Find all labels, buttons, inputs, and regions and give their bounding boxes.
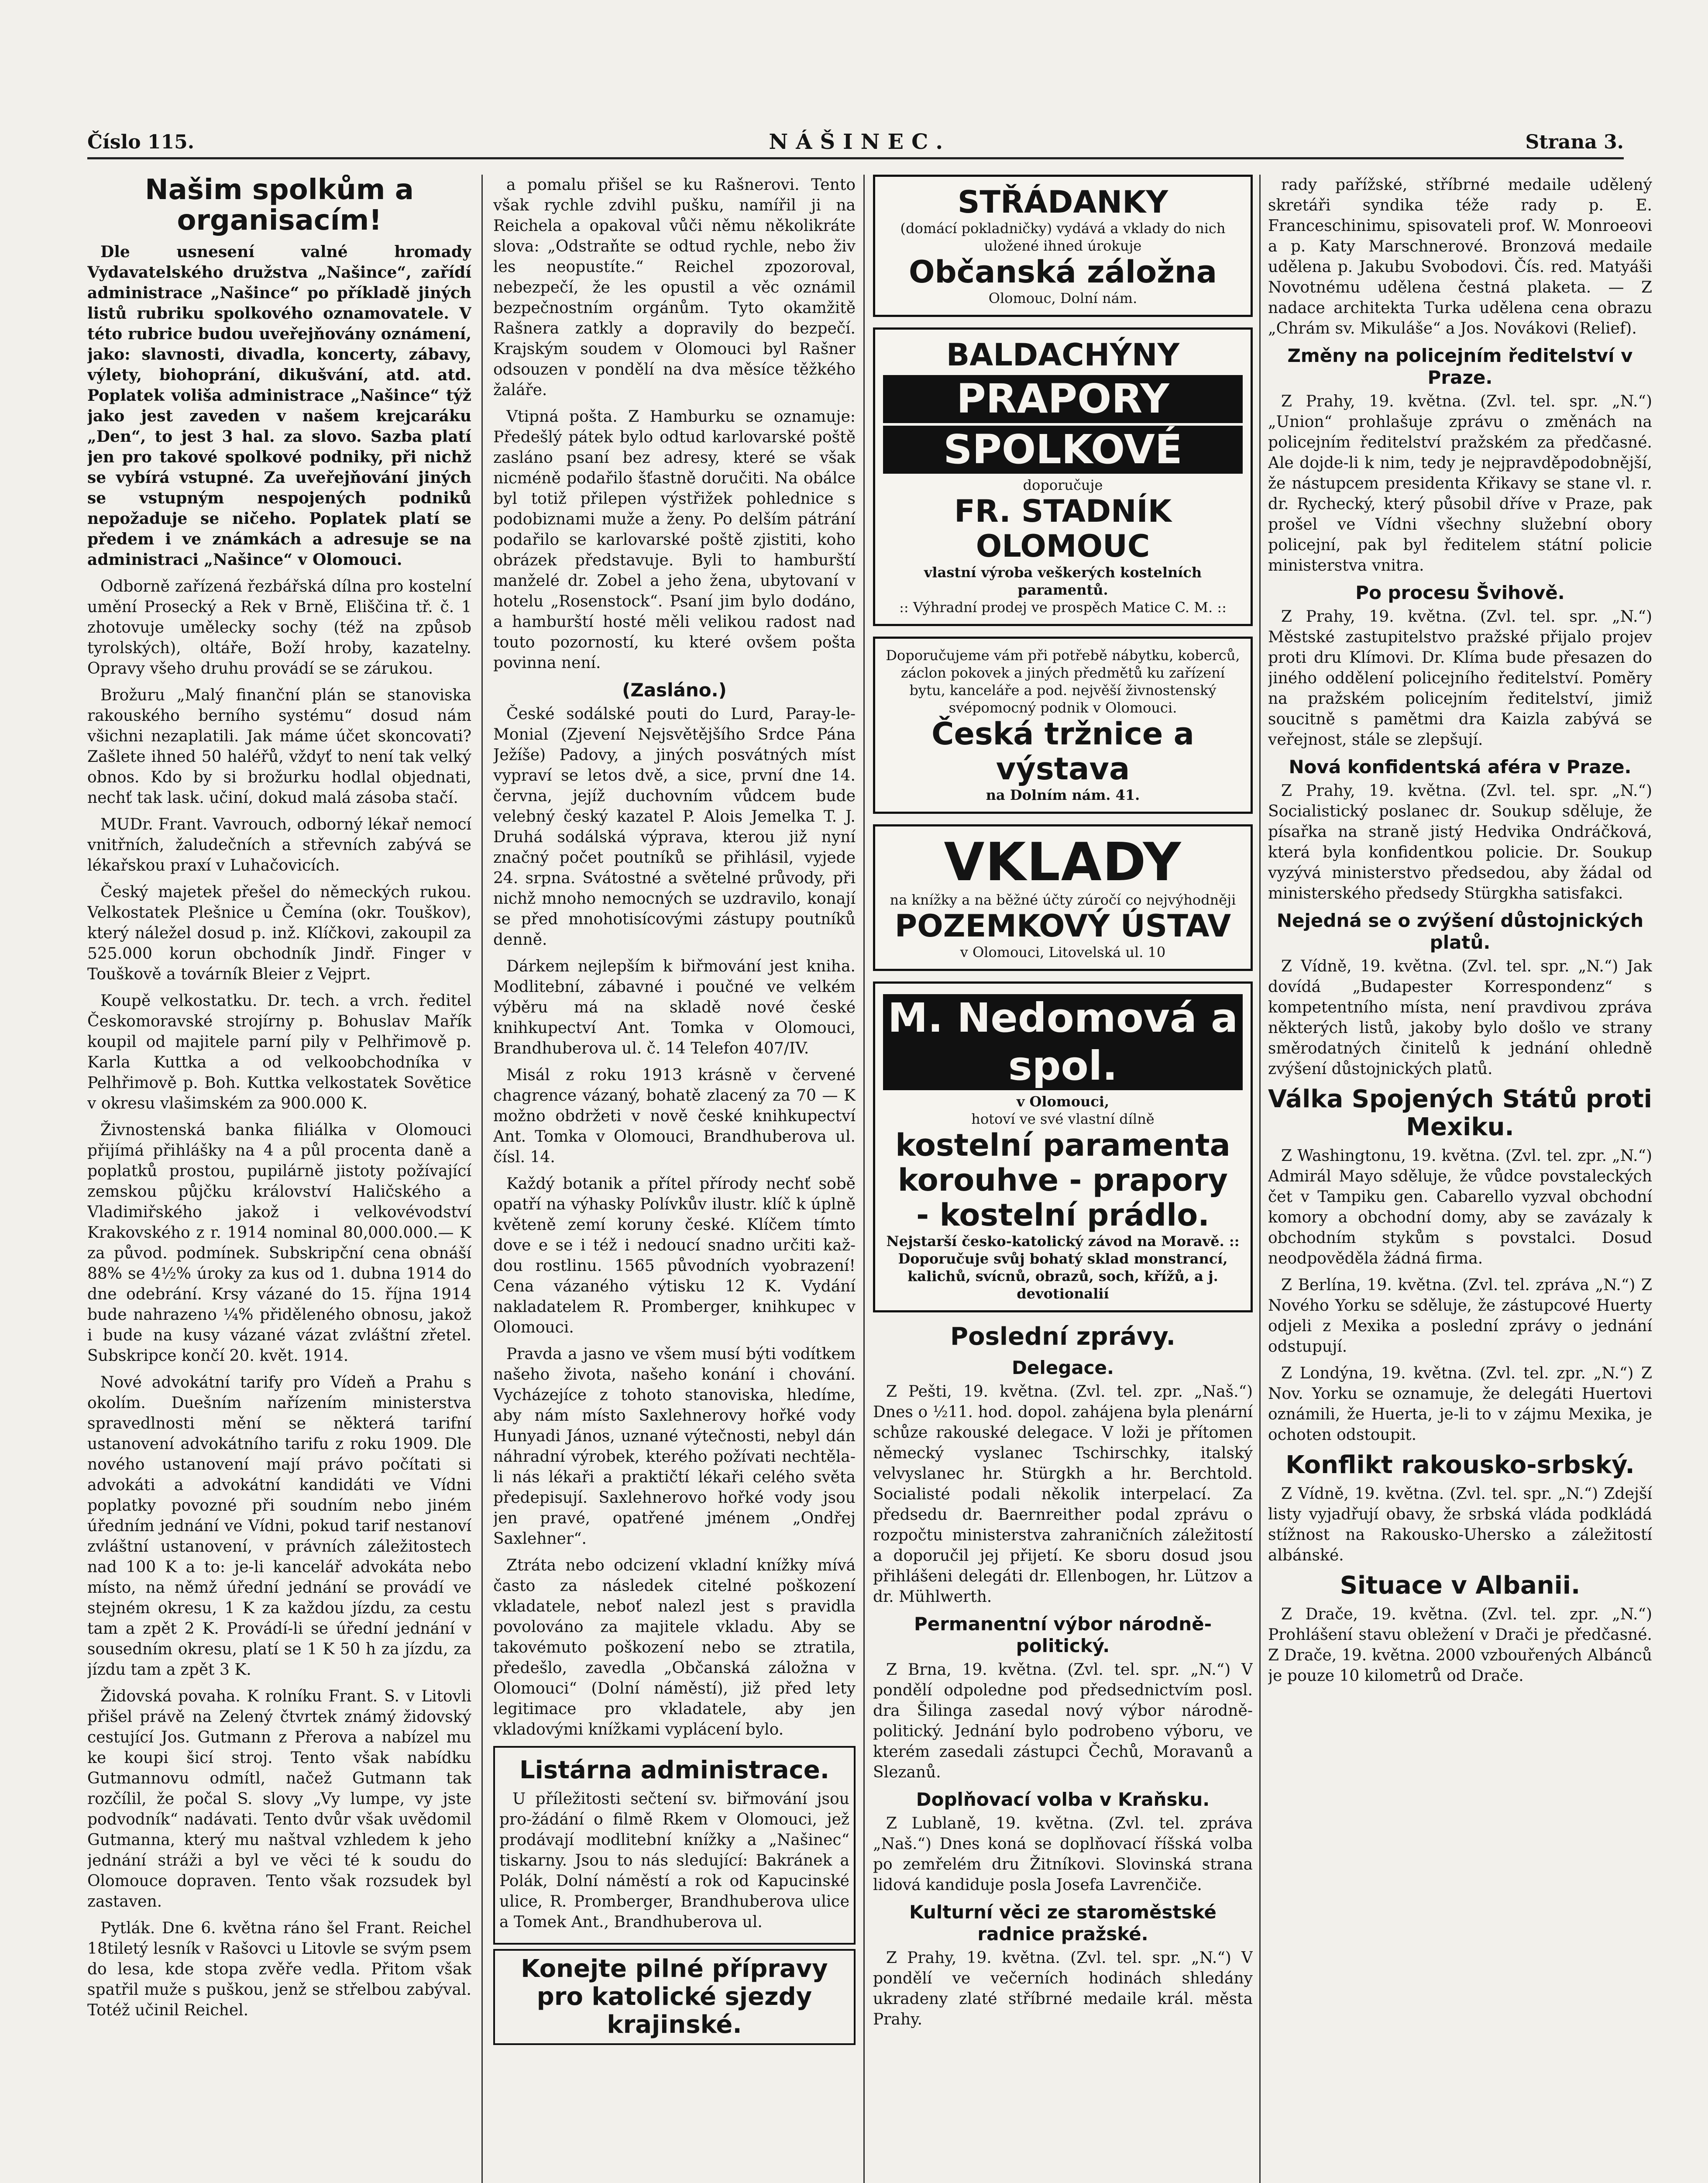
news-subheading: Změny na policejním ředitelství v Praze. — [1287, 345, 1633, 388]
ad-company: POZEMKOVÝ ÚSTAV — [894, 908, 1231, 944]
headline: Našim spolkům a organisacím! — [145, 175, 414, 237]
listarna-heading: Listárna administrace. — [519, 1756, 829, 1784]
article: Z Prahy, 19. května. (Zvl. tel. spr. „N.“) Městské zastupitelstvo pražské přijalo projev proti dru Klímovi. Dr. Klíma bude přesazen do jiného oddělení policejního ředitelství. Pomĕry na pražském policejním ředitelství, jimiž soucitně s pamětmi dra Kaizla zabývá se veřejnost, stále se zlepšují. — [1268, 608, 1652, 749]
ad-line: kostelní paramenta — [895, 1127, 1230, 1163]
issue-number: Číslo 115. — [87, 131, 195, 153]
ad-location: Olomouc, Dolní nám. — [988, 290, 1138, 306]
news-subheading: Doplňovací volba v Kraňsku. — [916, 1789, 1210, 1810]
news-subheading: Nejedná se o zvýšení důstojnických platů. — [1276, 910, 1644, 953]
ad-line: - kostelní prádlo. — [916, 1197, 1210, 1233]
ad-recommends: doporučuje — [1023, 477, 1103, 493]
article: Z Brna, 19. května. (Zvl. tel. spr. „N.“) V pondělí odpoledne pod předsednictvím posl. dra Šilinga zasedal nový výbor národně-politický. Jednání bylo podrobeno výboru, ve kterém zasedali zástupci Čechů, Moravanů a Slezanů. — [873, 1661, 1253, 1781]
article: Z Londýna, 19. května. (Zvl. tel. zpr. „N.“) Z Nov. Yorku se oznamuje, že delegáti Huertovi oznámili, že Huerta, je-li to v zájmu Mexika, je ochoten odstoupit. — [1268, 1364, 1652, 1444]
listarna-box — [493, 1746, 856, 1945]
article: Z Lublaně, 19. května. (Zvl. tel. zpráva „Naš.“) Dnes koná se doplňovací říšská volba po zemřelém dru Žitníkovi. Slovinská strana lidová kandiduje posla Josefa Lavrenčiče. — [873, 1815, 1253, 1894]
news-heading: Poslední zprávy. — [950, 1322, 1175, 1351]
article: Z Washingtonu, 19. května. (Zvl. tel. zpr. „N.“) Admirál Mayo sděluje, že vůdce povstaleckých čet v Tampiku gen. Cabarello vyzval obchodní komory a obchodní domy, aby se zavázaly k obchodním stykům s povstalci. Dosud neodpověděla žádná firma. — [1268, 1147, 1652, 1267]
ad-line: korouhve - prapory — [897, 1162, 1228, 1198]
section-heading: Situace v Albanii. — [1340, 1571, 1581, 1600]
ad-city: OLOMOUC — [976, 528, 1150, 564]
ad-address: v Olomouci, Litovelská ul. 10 — [960, 944, 1166, 961]
article: Český majetek přešel do německých rukou. Velkostatek Plešnice u Čemína (okr. Touškov), který náležel dosud p. inž. Klíčkovi, zakoupil za 525.000 korun obchodník Jindř. Finger v Touškově a továrník Bleier z Vejprt. — [87, 883, 471, 983]
article: MUDr. Frant. Vavrouch, odborný lékař nemocí vnitřních, žaludečních a střevních zabývá se lékařskou praxí v Luhačovicích. — [87, 816, 471, 875]
ad-line: PRAPORY — [883, 375, 1243, 423]
section-heading: Válka Spojených Států proti Mexiku. — [1268, 1085, 1652, 1141]
ad-vklady — [873, 824, 1253, 971]
ad-note: :: Výhradní prodej ve prospěch Matice C. M. :: — [899, 599, 1227, 616]
article: České sodálské pouti do Lurd, Paray-le-Monial (Zjevení Nejsvětějšího Srdce Pána Ježíše) Padovy, a jiných posvátných míst vypraví se letos dvě, a sice, první dne 14. června, jejíž duchovním vůdcem bude velebný český kazatel P. Alois Jemelka T. J. Druhá sodálská výprava, kterou již nyní značný počet poutníků se přihlásil, vyjede 24. srpna. Svátostné a světelné průvody, při nichž mnoho nemocných se uzdravilo, konají se před mnohotisícovými zástupy poutníků denně. — [493, 705, 856, 949]
article: Židovská povaha. K rolníku Frant. S. v Litovli přišel právě na Zelený čtvrtek známý židovský cestující Jos. Gutmann z Přerova a nabízel mu ke koupi šicí stroj. Tento však nabídku Gutmannovu odmítl, načež Gutmann tak rozčílil, že počal S. slovy „Vy lumpe, vy jste podvodník“ nadávati. Tento dvůr však uvědomil Gutmanna, který mu naštval vzhledem k jeho jednání stráži a byl ve věci té k soudu do Olomouce dopraven. Tento však rozsudek byl zastaven. — [87, 1687, 471, 1911]
ad-title: STŘÁDANKY — [957, 184, 1168, 220]
article: Živnostenská banka filiálka v Olomouci přijímá přihlášky na 4 a půl procenta daně a poplatků prostou, pupilárně jistoty požívající zemskou půjčku království Haličského a Vladimiřského jakož i velkovévodství Krakovského z r. 1914 nominal 80,000.000.— K za původ. podmínek. Subskripční cena obnáší 88% se 4½% úroky za kus od 1. dubna 1914 do dne odebrání. Krsy vázané do 15. října 1914 bude nahrazeno ¼% přiděleného obnosu, jakož i bude na kusy vázané vázat zvláštní zřetel. Subskripce končí 20. květ. 1914. — [87, 1121, 471, 1365]
ad-stradanky — [873, 175, 1253, 317]
article: Z Vídně, 19. května. (Zvl. tel. spr. „N.“) Jak dovídá „Budapester Korrespondenz“ s kompetentního místa, není pravdivou zpráva některých listů, jakoby bylo došlo ve strany směrodatných činitelů k jednání ohledně zvýšení důstojnických platů. — [1268, 957, 1652, 1078]
ad-subtitle: (domácí pokladničky) vydává a vklady do nich uložené ihned úrokuje — [900, 220, 1226, 254]
news-subheading: Nová konfidentská aféra v Praze. — [1289, 756, 1632, 778]
article: Misál z roku 1913 krásně v červené chagrence vázaný, bohatě zlacený za 70 — K možno obdržeti v nově české knihkupectví Ant. Tomka v Olomouci, Brandhuberova ul. čísl. 14. — [493, 1066, 856, 1166]
page-number: Strana 3. — [1525, 131, 1624, 153]
column-3 — [873, 175, 1253, 2183]
ad-line: SPOLKOVÉ — [883, 426, 1243, 474]
ad-text: hotoví ve své vlastní dílně — [971, 1111, 1155, 1127]
article: Odborně zařízená řezbářská dílna pro kostelní umění Prosecký a Rek v Brně, Eliščina tř. č. 1 zhotovuje umělecky sochy (též na způsob tyrolských), oltáře, Boží hroby, kazatelny. Opravy všeho druhu provádí se se zárukou. — [87, 578, 471, 678]
article: Z Prahy, 19. května. (Zvl. tel. spr. „N.“) V pondělí ve večerních hodinách shledány ukradeny zlaté stříbrné medaile král. města Prahy. — [873, 1949, 1253, 2028]
article: Každý botanik a přítel přírody nechť sobě opatří na výhasky Polívkův ilustr. klíč k úplně květeně zemí koruny české. Klíčem tímto dove e se i též i nedoucí snadno určiti kaž-dou rostlinu. 1565 původních vyobrazení! Cena vázaného výtisku 12 K. Vydání nakladatelem R. Promberger, knihkupec v Olomouci. — [493, 1175, 856, 1336]
article: Z Pešti, 19. května. (Zvl. tel. zpr. „Naš.“) Dnes o ½11. hod. dopol. zahájena byla plenární schůze rakouské delegace. V loži je přítomen německý vyslanec Tschirschky, italský velvyslanec hr. Stürgkh a hr. Berchtold. Socialisté podali několik interpelací. Za předsedu dr. Baernreither podal zprávu o rozpočtu ministerstva zahraničních záležitostí a doporučil jej přijetí. Ke sboru dosud jsou přihlášeni delegáti dr. Ellenbogen, hr. Lützov a dr. Mühlwerth. — [873, 1383, 1253, 1606]
newspaper-title: NÁŠINEC. — [769, 130, 951, 154]
listarna-text: U příležitosti sečtení sv. biřmování jsou pro-žádání o filmě Rkem v Olomouci, jež prodávají modlitební knížky a „Našinec“ tiskarny. Jsou to nás sledující: Bakránek a Polák, Dolní náměstí a rok od Kapucinské ulice, R. Promberger, Brandhuberova ulice a Tomek Ant., Brandhuberova ul. — [499, 1790, 849, 1931]
news-subheading: Permanentní výbor národně-politický. — [914, 1613, 1212, 1656]
column-4 — [1268, 175, 1652, 2183]
ad-stadnik — [873, 327, 1253, 626]
ad-line: BALDACHÝNY — [946, 337, 1180, 373]
article: Z Drače, 19. května. (Zvl. tel. zpr. „N.“) Prohlášení stavu obležení v Drači je předčasné. Z Drače, 19. května. 2000 vzbouřených Albánců je pouze 10 kilometrů od Drače. — [1268, 1605, 1652, 1685]
ad-bank-name: Občanská záložna — [909, 254, 1217, 290]
ad-title: VKLADY — [944, 832, 1182, 893]
article: Brožuru „Malý finanční plán se stanoviska rakouského berního systému“ dosud nám všichni nezaplatili. Jak máme účet skoncovati? Zašlete ihned 50 haléřů, vždyť to není tak velký obnos. Kdo by si brožurku hodlal objednati, nechť tak lask. učiní, dokud malá zásoba stačí. — [87, 686, 471, 807]
article: rady pařížské, stříbrné medaile udělený skretáři syndika téže rady p. E. Franceschinimu, spisovateli prof. W. Monroeovi a p. Katy Marschnerové. Bronzová medaile udělena p. Jakubu Svobodovi. Čís. red. Matyáši Novotnému udělena čestná plaketa. — Z nadace architekta Turka udělena cena obrazu „Chrám sv. Mikuláše“ a Jos. Novákovi (Relief). — [1268, 176, 1652, 337]
column-1 — [87, 175, 471, 2183]
article: Ztráta nebo odcizení vkladní knížky mívá často za následek citelné poškození vkladatele, neboť nalezl jest s pravidla povolováno za majitele vkladu. Aby se takovémuto poškození nebo se ztratila, předešlo, zavedla „Občanská záložna v Olomouci“ (Dolní náměstí), již před lety legitimace pro vkladatele, aby jen vkladovými knížkami vyplácení bylo. — [493, 1556, 856, 1739]
ad-trznice — [873, 637, 1253, 814]
article: Pytlák. Dne 6. května ráno šel Frant. Reichel 18tiletý lesník v Rašovci u Litovle se svým psem do lesa, kde stopa zvěře vedla. Přitom však spatřil muže s puškou, jenž se střelbou zabýval. Totéž učinil Reichel. — [87, 1919, 471, 2019]
article: a pomalu přišel se ku Rašnerovi. Tento však rychle zdvihl pušku, namířil ji na Reichela a opakoval vůči němu několikráte slova: „Odstraňte se odtud rychle, nebo živ les neopustíte.“ Reichel zpozoroval, nebezpečí, že les opustil a věc oznámil bezpečnostním orgánům. Tyto okamžitě Rašnera zatkly a dopravily do bezpečí. Krajským soudem v Olomouci byl Rašner odsouzen v pondělí na dva měsíce těžkého žaláře. — [493, 176, 856, 399]
column-divider — [1259, 175, 1261, 2183]
article: Z Prahy, 19. května. (Zvl. tel. spr. „N.“) „Union“ prohlašuje zprávu o změnách na policejním ředitelství pražském za předčasné. Ale dojde-li k nim, tedy je nejpravděpodobnější, že nástupcem presidenta Křikavy se stane vl. r. dr. Rychecký, který působil dříve v Praze, pak prošel ve Vídni všechny služební obory policejní, pak byl ředitelem státní policie ministerstva vnitra. — [1268, 393, 1652, 575]
article: Z Vídně, 19. května. (Zvl. tel. spr. „N.“) Zdejší listy vyjadřují obavy, že srbská vláda podkládá stížnost na Rakousko-Uhersko a záležitostí albánské. — [1268, 1485, 1652, 1564]
article: Koupě velkostatku. Dr. tech. a vrch. ředitel Českomoravské strojírny p. Bohuslav Mařík koupil od majitele parní pily v Pelhřimově p. Karla Kuttka a od velkoobchodníka v Pelhřimově p. Boh. Kuttka velkostatek Sovětice v okresu vlašimském za 900.000 K. — [87, 992, 471, 1112]
ad-company: FR. STADNÍK — [954, 493, 1172, 529]
column-divider — [863, 175, 865, 2183]
article: Vtipná pošta. Z Hamburku se oznamuje: Předešlý pátek bylo odtud karlovarské poště zasláno psaní bez adresy, které se však nicméně podařilo šťastně doručiti. Na obálce byl totiž přilepen výstřižek pohlednice s podobiznami muže a ženy. Po delším pátrání podařilo se karlovarské poště zjistiti, koho obrázek představuje. Byli to hamburští manželé dr. Zobel a jeho žena, ubytovaní v hotelu „Rosenstock“. Psaní jim bylo dodáno, a hamburští hosté měli velikou radost nad touto pozorností, ku které ovšem pošta povinna není. — [493, 408, 856, 672]
article: Dárkem nejlepším k biřmování jest kniha. Modlitební, zábavné i poučné ve velkém výběru má na skladě nové české knihkupectví Ant. Tomka v Olomouci, Brandhuberova ul. č. 14 Telefon 407/IV. — [493, 957, 856, 1057]
ad-nedomova — [873, 981, 1253, 1312]
section-label: (Zasláno.) — [622, 679, 727, 701]
ad-description: vlastní výroba veškerých kostelních paramentů. — [924, 564, 1202, 598]
ad-text: na knížky a na běžné účty zúročí co nejvýhodněji — [890, 892, 1236, 908]
article: Pravda a jasno ve všem musí býti vodítkem našeho života, našeho konání i chování. Vycházejíce z tohoto stanoviska, hledíme, aby nám místo Saxlehnerovy hořké vody Hunyadi János, uznané výtečnosti, nebyl dán náhradní výrobek, kterého požívati nechtěla-li nás lékaři a praktičtí lékaři celého světa předepisují. Saxlehnerovo hořké vody jsou jen pravé, opatřené jménem „Ondřej Saxlehner“. — [493, 1345, 856, 1548]
bottom-banner: Konejte pilné přípravy pro katolické sjezdy krajinské. — [493, 1949, 856, 2045]
page-header — [87, 127, 1624, 159]
ad-company: M. Nedomová a spol. — [883, 994, 1243, 1090]
ad-text: Nejstarší česko-katolický závod na Moravě. :: Doporučuje svůj bohatý sklad monstrancí, kalichů, svícnů, obrazů, soch, křížů, a j. devotionalií — [886, 1233, 1240, 1302]
column-2 — [493, 175, 856, 2183]
article-lead: Dle usnesení valné hromady Vydavatelského družstva „Našince“, zařídí administrace „Našince“ po příkladě jiných listů rubriku spolkového oznamovatele. V této rubrice budou uveřejňovány oznámení, jako: slavnosti, divadla, koncerty, zábavy, výlety, biohoprání, dikušvání, atd. atd. Poplatek voliša administrace „Našince“ týž jako jest zaveden v našem krejcaráku „Den“, to jest 3 hal. za slovo. Sazba platí jen pro takové spolkové podniky, při nichž se vybírá vstupné. Za uveřejňování jiných se vstupným nespojených podniků nepožaduje se ničeho. Poplatek platí se předem i ve známkách a adresuje se na administraci „Našince“ v Olomouci. — [87, 243, 471, 569]
news-subheading: Delegace. — [1012, 1357, 1114, 1378]
article: Z Berlína, 19. května. (Zvl. tel. zpráva „N.“) Z Nového Yorku se sděluje, že zástupcové Huerty odjeli z Mexika a poslední zprávy o jednání odstupují. — [1268, 1276, 1652, 1356]
ad-city: v Olomouci, — [1016, 1093, 1110, 1110]
column-divider — [481, 175, 483, 2183]
news-subheading: Po procesu Švihově. — [1355, 582, 1565, 603]
ad-address: na Dolním nám. 41. — [986, 787, 1140, 803]
ad-text: Doporučujeme vám při potřebě nábytku, koberců, záclon pokovek a jiných předmětů ku zařízení bytu, kanceláře a pod. nejvěší živnostenský svépomocný podnik v Olomouci. — [886, 647, 1240, 716]
section-heading: Konflikt rakousko-srbský. — [1285, 1451, 1635, 1479]
ad-company: Česká tržnice a výstava — [931, 716, 1194, 787]
article: Z Prahy, 19. května. (Zvl. tel. spr. „N.“) Socialistický poslanec dr. Soukup sděluje, že písařka na straně jistý Hedvika Ondráčková, která byla konfidentkou policie. Dr. Soukup vyzývá ministerstvo předsedou, aby žádal od ministerského předsedy Stürgkha satisfakci. — [1268, 782, 1652, 902]
article: Nové advokátní tarify pro Vídeň a Prahu s okolím. Duešním nařízením ministerstva spravedlnosti mění se některá tarifní ustanovení advokátního tarifu z roku 1909. Dle nového ustanovení mají právo počítati si advokáti a advokátní kandidáti ve Vídni poplatky povozné při soudním nebo jiném úředním jednání ve Vídni, pokud tarif nestanoví zvláštní ustanovení, v právních záležitostech nad 100 K a to: je-li kancelář advokáta nebo místo, na němž úřední jednání se provádí ve stejném okresu, 1 K za každou jízdu, za cestu tam a zpět 2 K. Provádí-li se úřední jednání v sousedním okresu, platí se 1 K 50 h za jízdu, za jízdu tam a zpět 3 K. — [87, 1374, 471, 1679]
news-subheading: Kulturní věci ze staroměstské radnice pražské. — [909, 1901, 1217, 1945]
